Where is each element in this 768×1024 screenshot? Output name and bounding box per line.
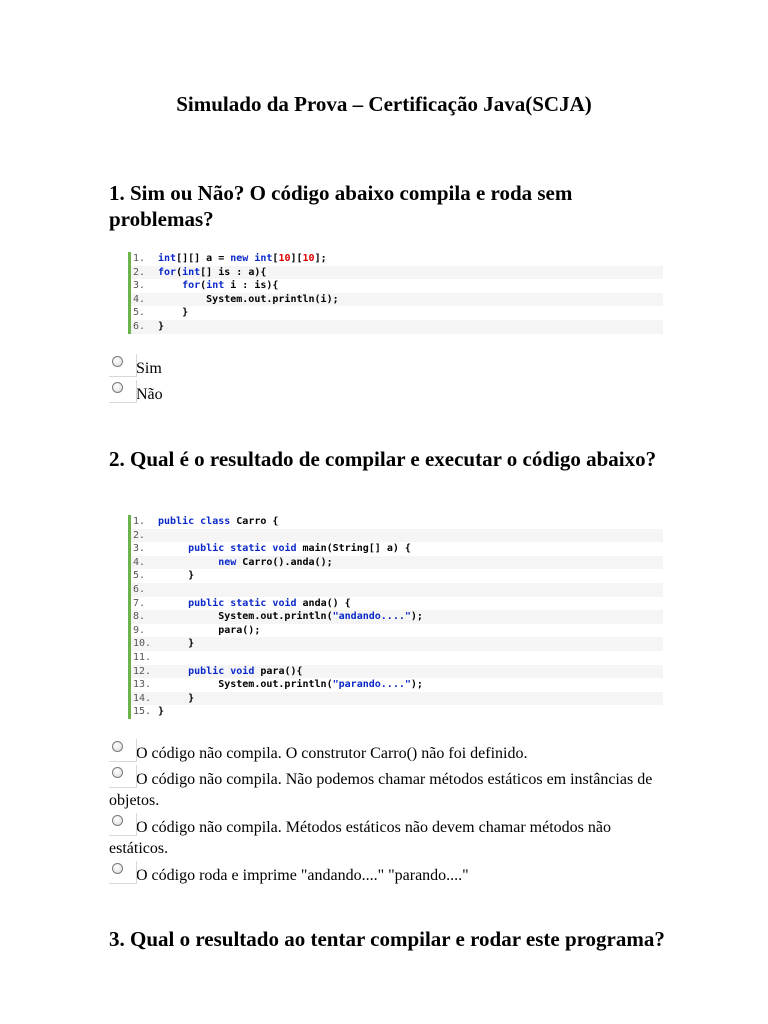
code-line	[131, 705, 663, 719]
code-token: ][	[290, 253, 303, 264]
question-1-option[interactable]	[109, 358, 669, 379]
code-line	[131, 320, 663, 334]
code-token: ];	[314, 253, 327, 264]
question-2-option[interactable]	[109, 817, 669, 859]
code-token	[158, 598, 188, 609]
code-token: int	[254, 253, 273, 264]
question-2-code-block	[128, 515, 663, 719]
code-token: }	[158, 692, 195, 704]
code-token: int	[158, 253, 177, 264]
code-line	[131, 665, 663, 679]
question-2-heading: 2. Qual é o resultado de compilar e executar o código abaixo?	[109, 447, 657, 471]
code-token: (	[176, 266, 183, 278]
code-text	[158, 515, 278, 529]
radio-circle-icon	[112, 767, 123, 778]
code-line	[131, 556, 663, 570]
option-label: O código não compila. Não podemos chamar métodos estáticos em instâncias de objetos.	[109, 771, 653, 809]
line-number: 1.	[133, 516, 146, 527]
option-label: O código não compila. O construtor Carro() não foi definido.	[136, 745, 528, 762]
line-number: 9.	[133, 624, 146, 636]
code-token: System.out.println(i);	[158, 293, 339, 305]
code-text	[158, 705, 164, 719]
code-text	[158, 569, 194, 583]
code-token: static	[230, 543, 267, 555]
code-token: }	[158, 307, 189, 319]
code-line	[131, 678, 663, 692]
radio-button[interactable]	[109, 813, 137, 836]
code-line	[131, 651, 663, 665]
line-number: 2.	[133, 529, 146, 541]
code-token: int	[206, 280, 225, 292]
code-token: static	[230, 597, 267, 609]
radio-circle-icon	[112, 741, 123, 752]
line-number: 1.	[133, 253, 146, 264]
code-token: [][] a =	[176, 253, 231, 264]
code-line	[131, 266, 663, 280]
line-number: 12.	[133, 665, 152, 677]
code-line	[131, 597, 663, 611]
code-token: [] is : a){	[200, 266, 267, 278]
code-token: anda() {	[296, 597, 351, 609]
line-number: 8.	[133, 611, 146, 623]
line-number: 5.	[133, 570, 146, 582]
question-1-heading: 1. Sim ou Não? O código abaixo compila e roda sem problemas?	[109, 181, 573, 231]
code-line	[131, 529, 663, 543]
radio-circle-icon	[112, 863, 123, 874]
code-token: public	[158, 516, 195, 527]
line-number: 14.	[133, 692, 152, 704]
code-token: Carro {	[230, 516, 279, 527]
code-text	[158, 306, 188, 320]
option-label: O código roda e imprime "andando...." "parando...."	[136, 867, 469, 884]
code-token: para(){	[254, 665, 303, 677]
line-number: 3.	[133, 543, 146, 555]
code-text	[158, 597, 351, 611]
code-token: for	[158, 266, 177, 278]
code-line	[131, 637, 663, 651]
code-token: Carro().anda();	[236, 556, 333, 568]
line-number: 6.	[133, 320, 146, 332]
radio-button[interactable]	[109, 861, 137, 884]
radio-circle-icon	[112, 356, 123, 367]
code-token: public	[188, 597, 225, 609]
question-1-code-block	[128, 252, 663, 334]
code-token: new	[230, 253, 249, 264]
question-2-option[interactable]	[109, 743, 669, 764]
code-token: (	[200, 280, 207, 292]
code-line	[131, 583, 663, 597]
code-token: );	[410, 679, 423, 691]
code-token: i : is){	[224, 280, 279, 292]
code-token: "parando...."	[332, 679, 411, 691]
code-token: "andando...."	[332, 611, 411, 623]
code-token: 10	[302, 253, 315, 264]
code-token	[158, 280, 182, 291]
code-token: class	[200, 516, 231, 527]
code-line	[131, 252, 663, 266]
code-token: );	[410, 611, 423, 623]
code-line	[131, 692, 663, 706]
code-token: main(String[] a) {	[296, 543, 411, 555]
line-number: 11.	[133, 651, 152, 663]
code-token: new	[218, 556, 237, 568]
line-number: 4.	[133, 556, 146, 568]
code-token: para();	[158, 624, 261, 636]
code-token: System.out.println(	[158, 679, 333, 691]
code-line	[131, 624, 663, 638]
code-token: public	[188, 665, 225, 677]
code-line	[131, 610, 663, 624]
code-token	[158, 666, 188, 677]
code-text	[158, 266, 266, 280]
code-text	[158, 320, 164, 334]
document-title: Simulado da Prova – Certificação Java(SCJA)	[176, 92, 592, 116]
code-token: }	[158, 638, 195, 650]
option-label: Sim	[136, 360, 162, 377]
code-text	[158, 678, 423, 692]
code-token: }	[158, 706, 165, 718]
radio-button[interactable]	[109, 765, 137, 788]
code-text	[158, 293, 339, 307]
code-line	[131, 569, 663, 583]
code-token: void	[230, 665, 255, 677]
question-2-option[interactable]	[109, 865, 669, 886]
code-text	[158, 624, 260, 638]
code-token: void	[272, 597, 297, 609]
code-text	[158, 252, 327, 266]
radio-circle-icon	[112, 815, 123, 826]
radio-button[interactable]	[109, 380, 137, 403]
line-number: 5.	[133, 307, 146, 319]
code-line	[131, 279, 663, 293]
code-text	[158, 610, 423, 624]
line-number: 4.	[133, 293, 146, 305]
question-2-option[interactable]	[109, 769, 669, 811]
line-number: 3.	[133, 280, 146, 292]
code-token: void	[272, 543, 297, 555]
code-line	[131, 515, 663, 529]
line-number: 2.	[133, 266, 146, 278]
radio-button[interactable]	[109, 739, 137, 762]
code-text	[158, 637, 194, 651]
code-token: }	[158, 320, 165, 332]
code-text	[158, 279, 278, 293]
option-label: O código não compila. Métodos estáticos não devem chamar métodos não estáticos.	[109, 819, 611, 857]
code-token	[158, 557, 218, 568]
code-text	[158, 556, 333, 570]
code-token: int	[182, 266, 201, 278]
code-token	[158, 543, 188, 554]
line-number: 13.	[133, 679, 152, 691]
option-label: Não	[136, 386, 163, 403]
code-line	[131, 542, 663, 556]
question-1-option[interactable]	[109, 384, 669, 405]
code-token: [	[272, 253, 279, 264]
line-number: 10.	[133, 638, 152, 650]
code-text	[158, 665, 303, 679]
radio-button[interactable]	[109, 354, 137, 377]
code-text	[158, 692, 194, 706]
question-3-heading: 3. Qual o resultado ao tentar compilar e rodar este programa?	[109, 927, 665, 951]
code-token: for	[182, 280, 201, 292]
code-line	[131, 293, 663, 307]
line-number: 6.	[133, 583, 146, 595]
line-number: 7.	[133, 597, 146, 609]
code-token: }	[158, 570, 195, 582]
code-token: System.out.println(	[158, 611, 333, 623]
code-text	[158, 542, 411, 556]
code-token: public	[188, 543, 225, 555]
line-number: 15.	[133, 706, 152, 718]
radio-circle-icon	[112, 382, 123, 393]
code-line	[131, 306, 663, 320]
code-token: 10	[278, 253, 291, 264]
